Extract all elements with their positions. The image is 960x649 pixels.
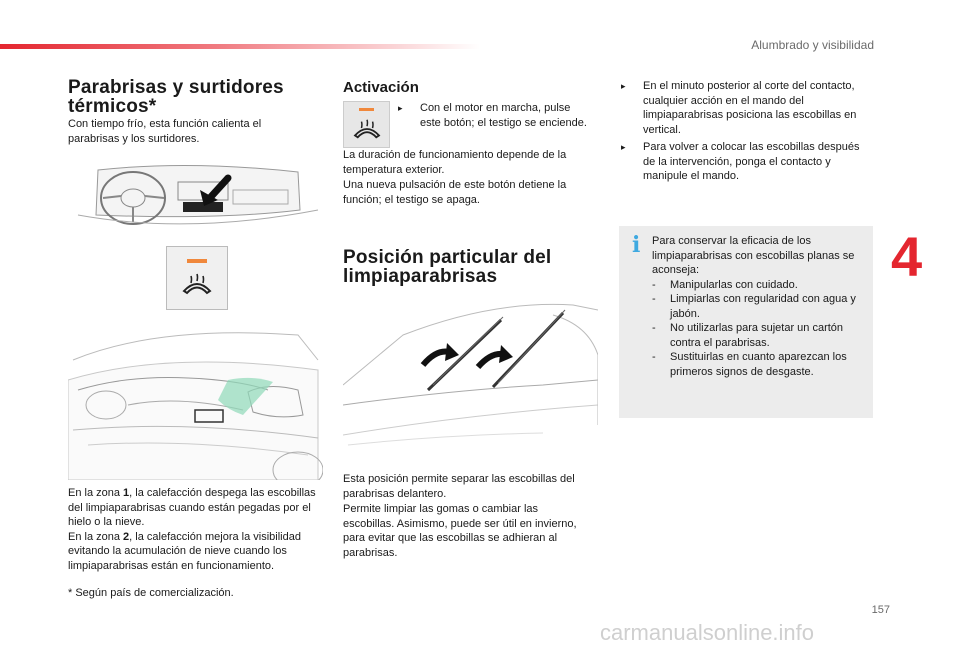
section-header: Alumbrado y visibilidad [751,38,874,52]
info-intro: Para conservar la eficacia de los limpiaparabrisas con escobillas planas se aconseja: [652,235,855,276]
zone-2-number: 2 [123,530,130,543]
position-text-2: Permite limpiar las gomas o cambiar las escobillas. Asimismo, puede ser útil en invierno, para evitar que las escobillas se adhieran al parabrisas. [343,503,577,559]
windscreen-defrost-icon [352,117,382,141]
info-item-text: Manipularlas con cuidado. [670,278,798,291]
zone-1-post: , la calefacción despega las escobillas del limpiaparabrisas cuando están pegadas por el hielo o la nieve. [68,487,316,528]
zone-1-number: 1 [123,487,130,499]
info-item-text: Sustituirlas en cuanto aparezcan los primeros signos de desgaste. [670,351,847,378]
defrost-button-illustration [166,246,228,310]
warning-lamp [359,108,374,111]
stop-text: Una nueva pulsación de este botón detiene la función; el testigo se apaga. [343,179,567,206]
activation-button-illustration [343,101,390,148]
info-item: - No utilizarlas para sujetar un cartón contra el parabrisas. [652,321,868,350]
zone-1-text [68,486,323,530]
bullet-marker-icon: ▸ [621,142,626,152]
right-bullet-1 [621,79,873,137]
duration-text: La duración de funcionamiento depende de la temperatura exterior. [343,149,567,176]
right-bullet-1-text: En el minuto posterior al corte del contacto, cualquier acción en el mando del limpiaparabrisas posiciona las escobillas en vertical. [643,80,857,136]
bullet-marker-icon: ▸ [398,103,403,113]
bullet-marker-icon: ▸ [621,81,626,91]
chapter-number: 4 [891,225,923,288]
zone-2-text [68,530,323,574]
car-front-illustration [68,320,323,480]
left-title-line2: térmicos* [68,96,157,117]
zone-2-pre: En la zona [68,530,124,543]
wiper-illustration [343,295,598,465]
left-title-line1: Parabrisas y surtidores [68,77,284,98]
right-bullet-2-text: Para volver a colocar las escobillas después de la intervención, ponga el contacto y manipule el mando. [643,141,860,182]
warning-lamp [187,259,207,263]
left-title [68,78,318,116]
info-icon: i [632,232,641,258]
info-item: - Sustituirlas en cuanto aparezcan los primeros signos de desgaste. [652,350,868,379]
right-bullet-2 [621,140,873,184]
zone-1-pre: En la zona [68,487,124,499]
watermark: carmanualsonline.info [600,620,815,645]
windscreen-defrost-icon [181,271,213,297]
position-title-line1: Posición particular del [343,247,552,268]
zone-description [68,486,323,573]
info-item: - Limpiarlas con regularidad con agua y jabón. [652,292,868,321]
activation-bullet-text: Con el motor en marcha, pulse este botón; el testigo se enciende. [420,102,587,129]
info-content [652,234,868,379]
activation-title: Activación [343,79,419,96]
position-text-1: Esta posición permite separar las escobillas del parabrisas delantero. [343,473,575,500]
info-item: - Manipularlas con cuidado. [652,278,798,291]
position-title-line2: limpiaparabrisas [343,266,498,287]
position-title [343,248,593,286]
info-item-text: No utilizarlas para sujetar un cartón contra el parabrisas. [670,322,844,349]
footnote: * Según país de comercialización. [68,587,234,599]
zone-2-post: , la calefacción mejora la visibilidad evitando la acumulación de nieve cuando los limpiaparabrisas están en funcionamiento. [68,530,301,572]
activation-bullet [398,101,590,130]
info-item-text: Limpiarlas con regularidad con agua y jabón. [670,293,856,320]
left-intro: Con tiempo frío, esta función calienta el parabrisas y los surtidores. [68,118,262,145]
page-number: 157 [871,604,890,616]
header-accent-bar [0,44,480,49]
dashboard-illustration [68,160,323,245]
